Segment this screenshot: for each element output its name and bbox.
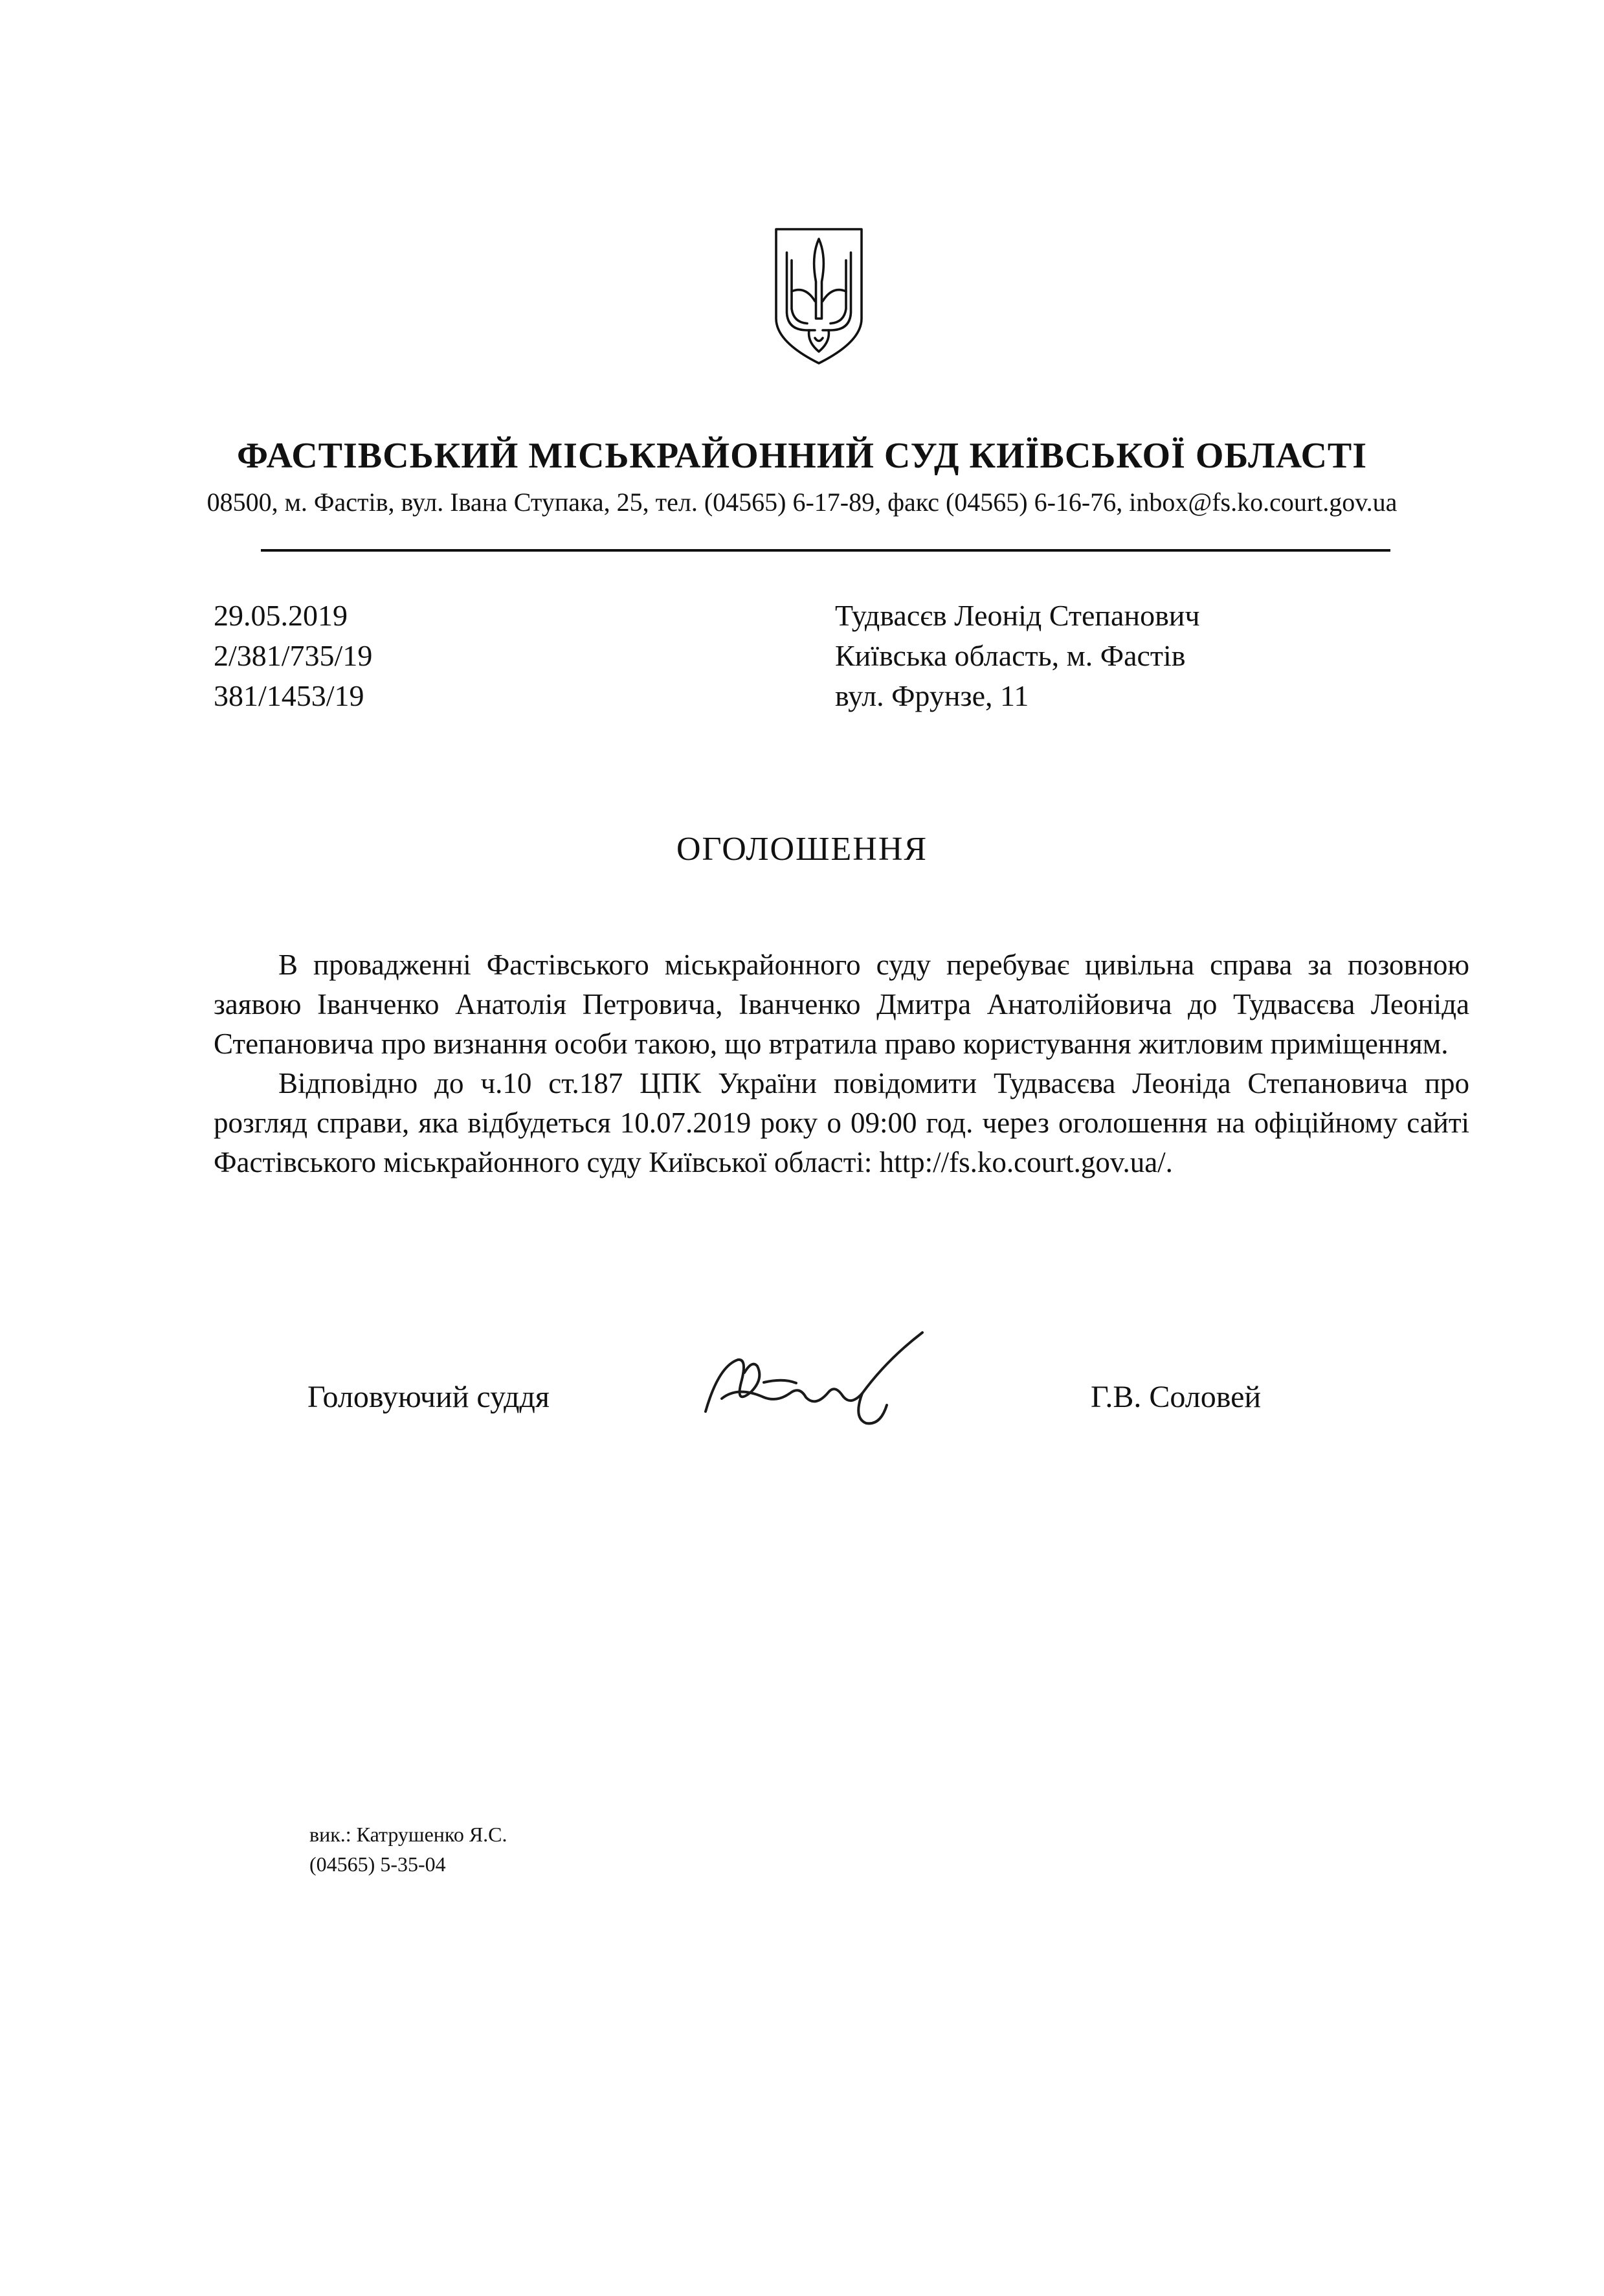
document-meta [214,596,372,716]
signer-name: Г.В. Соловей [1091,1380,1262,1414]
recipient-street: вул. Фрунзе, 11 [835,679,1029,712]
executor-name: вик.: Катрушенко Я.С. [309,1823,507,1846]
signer-title: Головуючий суддя [307,1380,550,1414]
document-title: ОГОЛОШЕННЯ [676,831,928,868]
document-body [214,945,1469,1182]
executor-phone: (04565) 5-35-04 [309,1852,446,1876]
document-date: 29.05.2019 [214,599,348,632]
outgoing-number: 381/1453/19 [214,679,364,712]
recipient-block [835,596,1200,716]
case-number: 2/381/735/19 [214,639,373,672]
signature-row [0,1360,1604,1476]
body-paragraph: В провадженні Фастівського міськрайонного суду перебуває цивільна справа за позовною заявою Іванченко Анатолія Петровича, Іванченко Дмитра Анатолійовича до Тудвасєва Леоніда Степановича про визнання особи такою, що втратила право користування житловим приміщенням. [214,949,1469,1060]
recipient-city: Київська область, м. Фастів [835,639,1186,672]
handwritten-signature-icon [693,1321,939,1444]
recipient-name: Тудвасєв Леонід Степанович [835,599,1200,632]
header-divider [261,549,1390,552]
court-address: 08500, м. Фастів, вул. Івана Ступака, 25, тел. (04565) 6-17-89, факс (04565) 6-16-76, inbox@fs.ko.court.gov.ua [206,488,1398,517]
court-name: ФАСТІВСЬКИЙ МІСЬКРАЙОННИЙ СУД КИЇВСЬКОЇ ОБЛАСТІ [236,436,1368,476]
body-paragraph: Відповідно до ч.10 ст.187 ЦПК України повідомити Тудвасєва Леоніда Степановича про розгляд справи, яка відбудеться 10.07.2019 року о 09:00 год. через оголошення на офіційному сайті Фастівського міськрайонного суду Київської області: http://fs.ko.court.gov.ua/. [214,1067,1469,1178]
ukraine-trident-icon [770,223,867,369]
executor-block [309,1819,507,1879]
